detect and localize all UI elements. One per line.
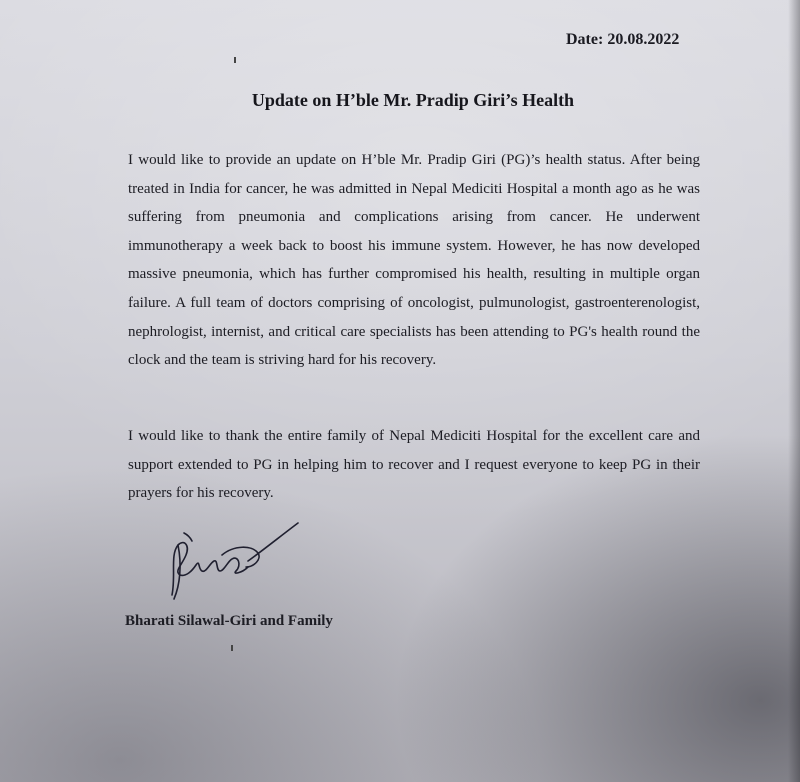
- page-edge-shadow: [788, 0, 800, 782]
- ink-speck: [234, 57, 236, 63]
- signer-name: Bharati Silawal-Giri and Family: [125, 613, 333, 629]
- letter-date: Date: 20.08.2022: [566, 31, 680, 48]
- paragraph-thanks: I would like to thank the entire family of Nepal Mediciti Hospital for the excellent care and support extended to PG in helping him to recover and I request everyone to keep PG in their prayers for his recovery.: [128, 428, 700, 502]
- paragraph-health-update: I would like to provide an update on H’ble Mr. Pradip Giri (PG)’s health status. After being treated in India for cancer, he was admitted in Nepal Mediciti Hospital a month ago as he was suffering from pneumonia and complications arising from cancer. He underwent immunotherapy a week back to boost his immune system. However, he has now developed massive pneumonia, which has further compromised his health, resulting in multiple organ failure. A full team of doctors comprising of oncologist, pulmunologist, gastroenterenologist, nephrologist, internist, and critical care specialists has been attending to PG's health round the clock and the team is striving hard for his recovery.: [128, 152, 700, 369]
- handwritten-signature: [162, 515, 302, 605]
- letter-title: Update on H’ble Mr. Pradip Giri’s Health: [251, 90, 575, 110]
- ink-speck: [231, 645, 233, 651]
